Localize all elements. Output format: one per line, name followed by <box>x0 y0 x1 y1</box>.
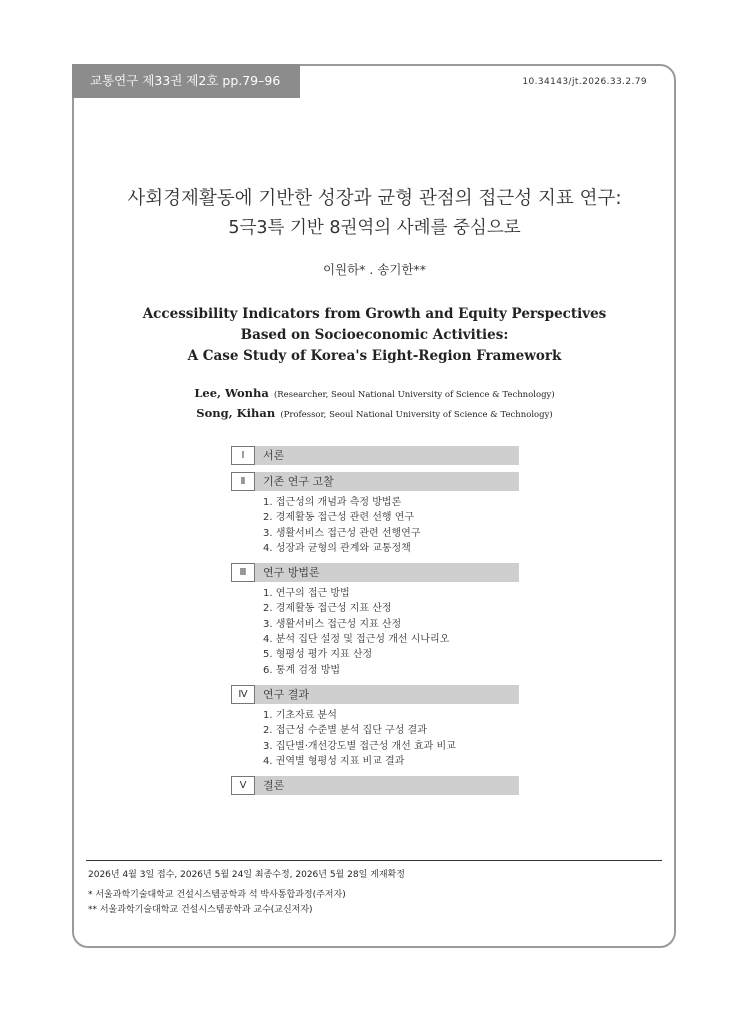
toc-subsection-list <box>231 495 519 556</box>
toc-section <box>231 563 519 678</box>
toc-subsection-item: 3. 생활서비스 접근성 지표 산정 <box>263 618 402 630</box>
toc-subsection-item: 1. 접근성의 개념과 측정 방법론 <box>263 497 402 508</box>
toc-section-number: Ⅴ <box>231 776 255 795</box>
toc-section <box>231 776 519 795</box>
toc-subsection-item: 4. 분석 집단 설정 및 접근성 개선 시나리오 <box>263 634 450 646</box>
toc-subsection-item: 6. 통계 검정 방법 <box>263 664 341 676</box>
doi: 10.34143/jt.2026.33.2.79 <box>522 77 647 87</box>
title-en-line2: Based on Socioeconomic Activities: <box>240 327 509 343</box>
toc-subsection-list <box>231 586 519 678</box>
toc-section-bar <box>231 446 519 465</box>
title-ko-line1: 사회경제활동에 기반한 성장과 균형 관점의 접근성 지표 연구: <box>127 188 622 209</box>
affiliation-1 <box>0 382 749 401</box>
title-en-line1: Accessibility Indicators from Growth and Equity Perspectives <box>142 306 607 322</box>
toc-subsection-item: 5. 형평성 평가 지표 산정 <box>263 649 373 661</box>
authors-ko: 이원하* . 송기한** <box>322 262 427 277</box>
toc-subsection-item: 2. 경제활동 접근성 지표 산정 <box>263 603 392 615</box>
toc-section-title: 서론 <box>263 449 285 462</box>
affiliation-2 <box>0 402 749 421</box>
toc-section-bar <box>231 563 519 582</box>
footer-dates: 2026년 4월 3일 접수, 2026년 5월 24일 최종수정, 2026년 5월 28일 게재확정 <box>88 870 405 880</box>
toc-subsection-item: 3. 집단별·개선강도별 접근성 개선 효과 비교 <box>263 740 456 752</box>
table-of-contents <box>231 446 519 802</box>
toc-section-bar <box>231 685 519 704</box>
footnote-1: * 서울과학기술대학교 건설시스템공학과 석 박사통합과정(주저자) <box>88 890 346 900</box>
footnote-2: ** 서울과학기술대학교 건설시스템공학과 교수(교신저자) <box>88 905 313 915</box>
toc-section-number: Ⅳ <box>231 685 255 704</box>
toc-subsection-item: 1. 기초자료 분석 <box>263 709 337 721</box>
toc-subsection-item: 2. 경제활동 접근성 관련 선행 연구 <box>263 512 415 524</box>
toc-section-bar <box>231 776 519 795</box>
toc-section-title: 결론 <box>263 779 285 793</box>
author-name-2: Song, Kihan <box>196 406 276 420</box>
author-detail-1: (Researcher, Seoul National University of Science & Technology) <box>273 390 555 400</box>
author-name-1: Lee, Wonha <box>194 386 269 400</box>
toc-subsection-item: 2. 접근성 수준별 분석 집단 구성 결과 <box>263 725 427 737</box>
toc-subsection-item: 1. 연구의 접근 방법 <box>263 588 350 600</box>
toc-section-title: 연구 결과 <box>263 687 310 701</box>
toc-subsection-list <box>231 708 519 769</box>
title-ko-line2: 5극3특 기반 8권역의 사례를 중심으로 <box>228 218 521 238</box>
toc-section-title: 연구 방법론 <box>263 566 320 580</box>
toc-subsection-item: 3. 생활서비스 접근성 관련 선행연구 <box>263 527 421 539</box>
toc-subsection-item: 4. 권역별 형평성 지표 비교 결과 <box>263 755 405 767</box>
title-en-line3: A Case Study of Korea's Eight-Region Framework <box>187 348 562 364</box>
toc-section-bar <box>231 472 519 491</box>
toc-section-title: 기존 연구 고찰 <box>263 475 334 488</box>
footnotes <box>88 888 346 918</box>
toc-subsection-item: 4. 성장과 균형의 관계와 교통정책 <box>263 542 411 554</box>
toc-section <box>231 446 519 465</box>
journal-badge: 교통연구 제33권 제2호 pp.79–96 <box>72 64 300 98</box>
toc-section-number: Ⅲ <box>231 563 255 582</box>
toc-section <box>231 472 519 556</box>
toc-section-number: Ⅰ <box>231 446 255 465</box>
title-en <box>0 304 749 367</box>
author-detail-2: (Professor, Seoul National University of Science & Technology) <box>280 410 553 420</box>
footer-divider <box>86 860 662 861</box>
toc-section-number: Ⅱ <box>231 472 255 491</box>
toc-section <box>231 685 519 769</box>
